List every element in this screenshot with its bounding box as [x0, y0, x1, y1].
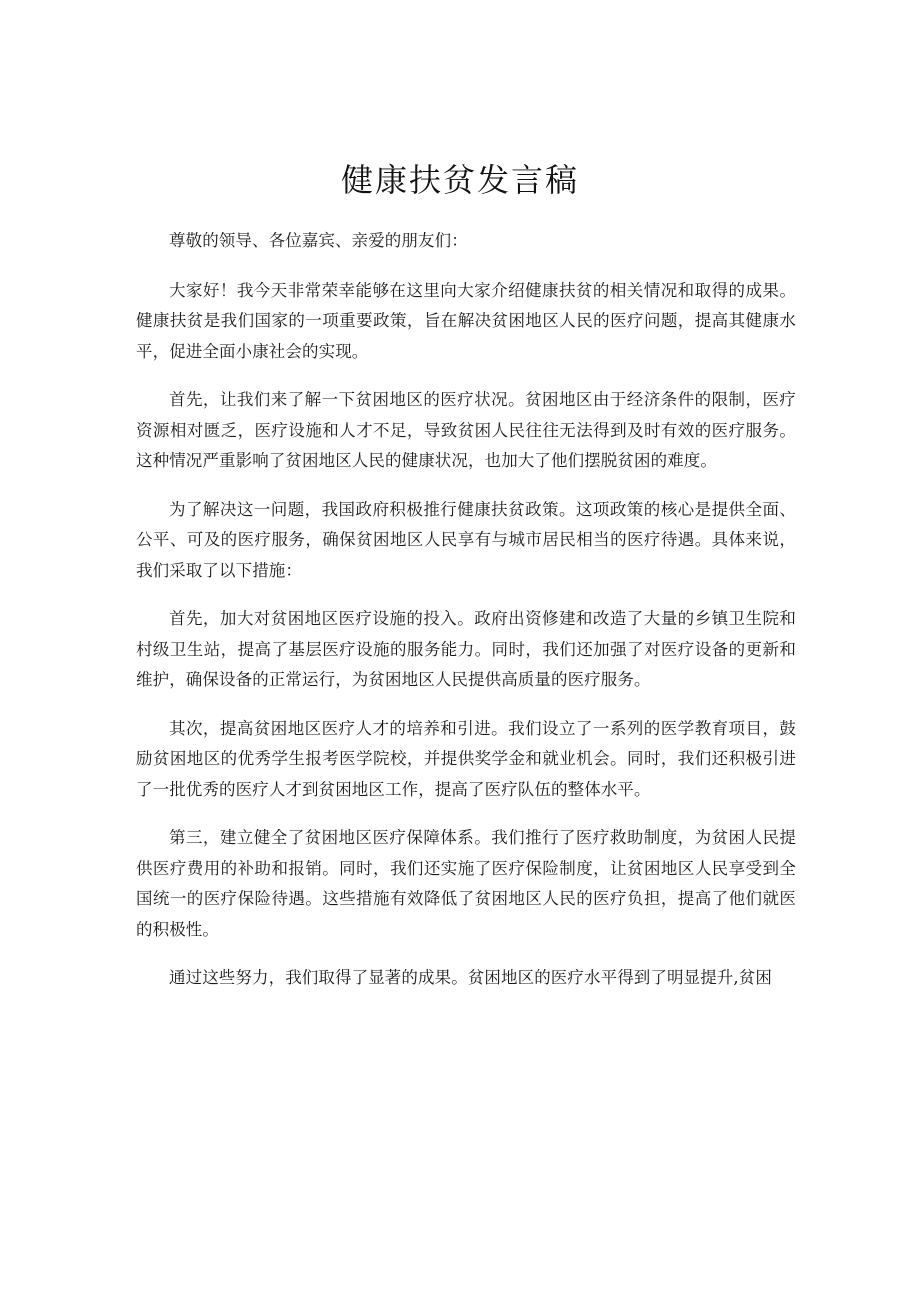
- paragraph-policy: 为了解决这一问题，我国政府积极推行健康扶贫政策。这项政策的核心是提供全面、公平、可及的医疗服务，确保贫困地区人民享有与城市居民相当的医疗待遇。具体来说，我们采取了以下措施：: [136, 499, 796, 580]
- paragraph-measure-insurance: 第三，建立健全了贫困地区医疗保障体系。我们推行了医疗救助制度，为贫困人民提供医疗费用的补助和报销。同时，我们还实施了医疗保险制度，让贫困地区人民享受到全国统一的医疗保险待遇。这些措施有效降低了贫困地区人民的医疗负担，提高了他们就医的积极性。: [136, 828, 796, 939]
- paragraph-current-situation: 首先，让我们来了解一下贫困地区的医疗状况。贫困地区由于经济条件的限制，医疗资源相对匮乏，医疗设施和人才不足，导致贫困人民往往无法得到及时有效的医疗服务。这种情况严重影响了贫困地区人民的健康状况，也加大了他们摆脱贫困的难度。: [136, 390, 796, 470]
- document-body: [136, 226, 796, 1012]
- salutation: 尊敬的领导、各位嘉宾、亲爱的朋友们：: [169, 231, 468, 250]
- document-title: 健康扶贫发言稿: [340, 161, 579, 199]
- paragraph-measure-facilities: 首先，加大对贫困地区医疗设施的投入。政府出资修建和改造了大量的乡镇卫生院和村级卫生站，提高了基层医疗设施的服务能力。同时，我们还加强了对医疗设备的更新和维护，确保设备的正常运行，为贫困地区人民提供高质量的医疗服务。: [136, 609, 796, 689]
- paragraph-intro: 大家好！我今天非常荣幸能够在这里向大家介绍健康扶贫的相关情况和取得的成果。健康扶贫是我们国家的一项重要政策，旨在解决贫困地区人民的医疗问题，提高其健康水平，促进全面小康社会的实现。: [136, 280, 796, 361]
- paragraph-results: 通过这些努力，我们取得了显著的成果。贫困地区的医疗水平得到了明显提升,贫困: [169, 968, 772, 987]
- paragraph-measure-talent: 其次，提高贫困地区医疗人才的培养和引进。我们设立了一系列的医学教育项目，鼓励贫困地区的优秀学生报考医学院校，并提供奖学金和就业机会。同时，我们还积极引进了一批优秀的医疗人才到贫困地区工作，提高了医疗队伍的整体水平。: [136, 718, 796, 799]
